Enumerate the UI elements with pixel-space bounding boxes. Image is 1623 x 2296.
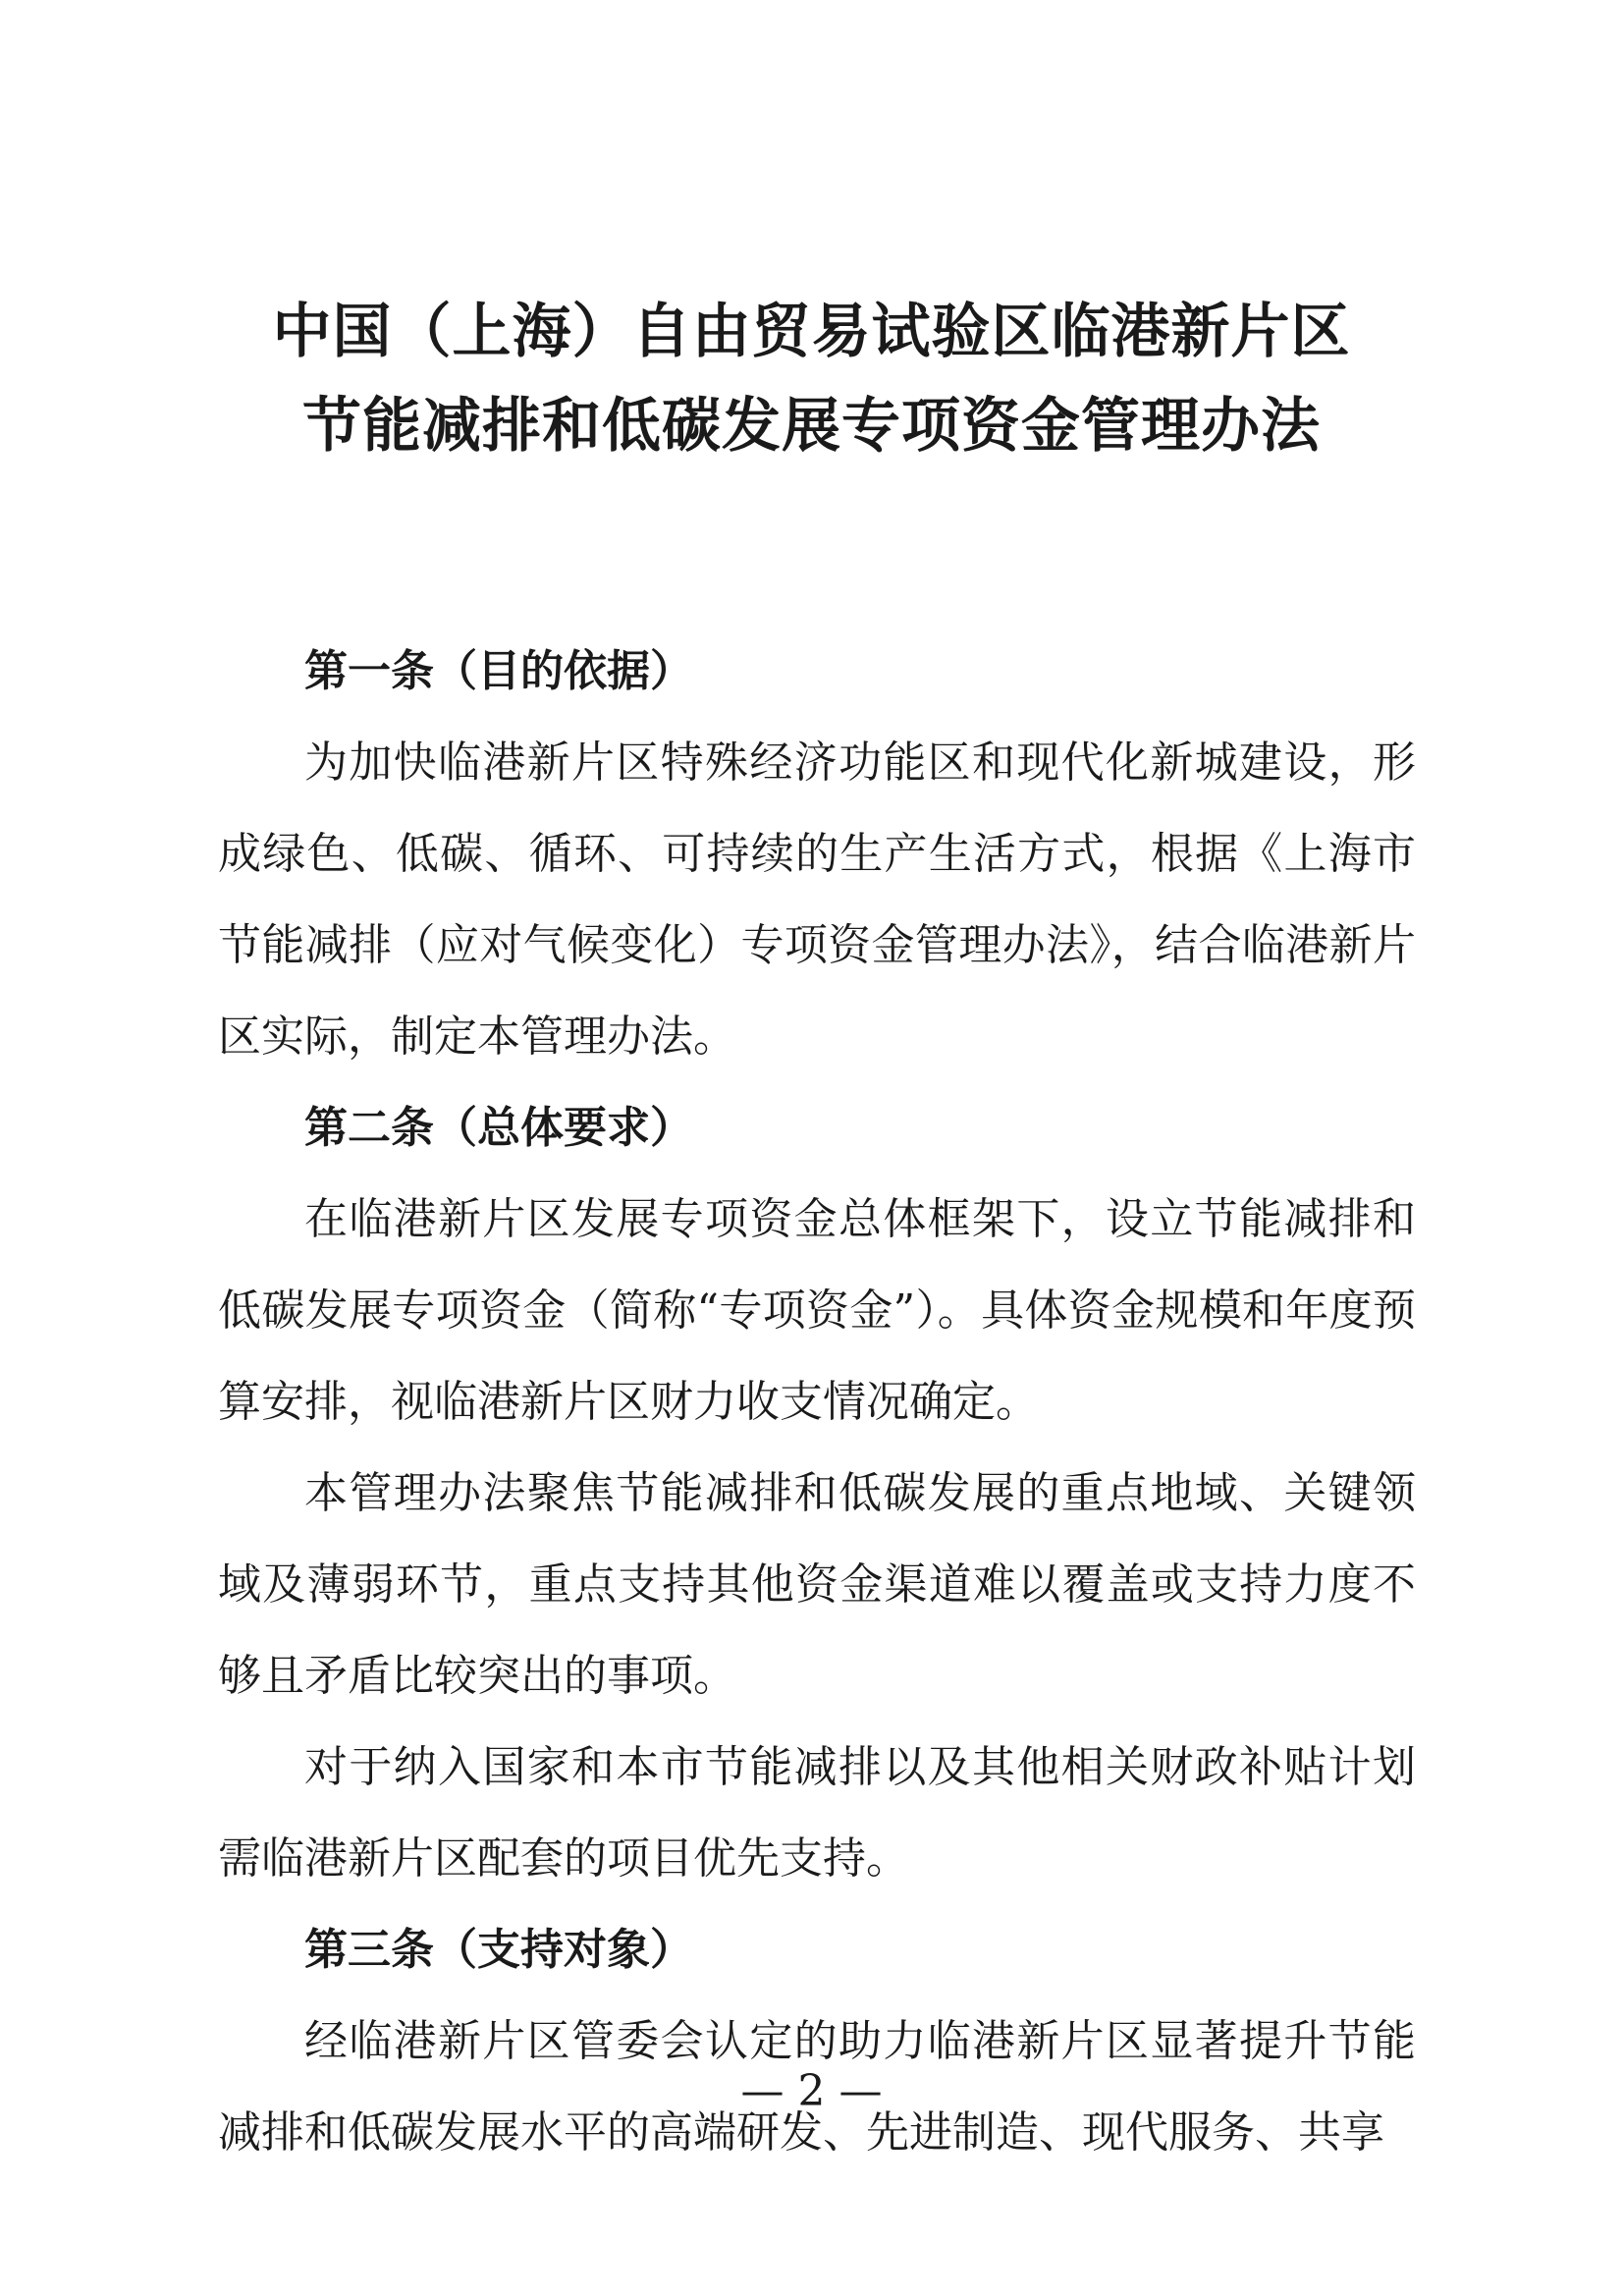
article-2-paragraph-1: 在临港新片区发展专项资金总体框架下，设立节能减排和低碳发展专项资金（简称“专项资金”）。具体资金规模和年度预算安排，视临港新片区财力收支情况确定。 <box>218 1194 1416 1427</box>
page-number: — 2 — <box>740 2066 883 2116</box>
article-3-paragraph: 经临港新片区管委会认定的助力临港新片区显著提升节能减排和低碳发展水平的高端研发、先进制造、现代服务、共享 <box>218 2016 1416 2158</box>
article-2-paragraph-3: 对于纳入国家和本市节能减排以及其他相关财政补贴计划需临港新片区配套的项目优先支持。 <box>218 1742 1416 1884</box>
article-1-paragraph: 为加快临港新片区特殊经济功能区和现代化新城建设，形成绿色、低碳、循环、可持续的生产生活方式，根据《上海市节能减排（应对气候变化）专项资金管理办法》，结合临港新片区实际，制定本管理办法。 <box>218 738 1416 1062</box>
article-2-heading: 第二条（总体要求） <box>304 1103 693 1153</box>
article-1-heading: 第一条（目的依据） <box>304 646 693 696</box>
document-title <box>0 285 1623 473</box>
title-line-1: 中国（上海）自由贸易试验区临港新片区 <box>272 298 1351 366</box>
title-line-2: 节能减排和低碳发展专项资金管理办法 <box>302 392 1321 461</box>
article-2-paragraph-2: 本管理办法聚焦节能减排和低碳发展的重点地域、关键领域及薄弱环节，重点支持其他资金渠道难以覆盖或支持力度不够且矛盾比较突出的事项。 <box>218 1468 1416 1701</box>
document-body <box>218 626 1416 2178</box>
article-3-heading: 第三条（支持对象） <box>304 1925 693 1975</box>
